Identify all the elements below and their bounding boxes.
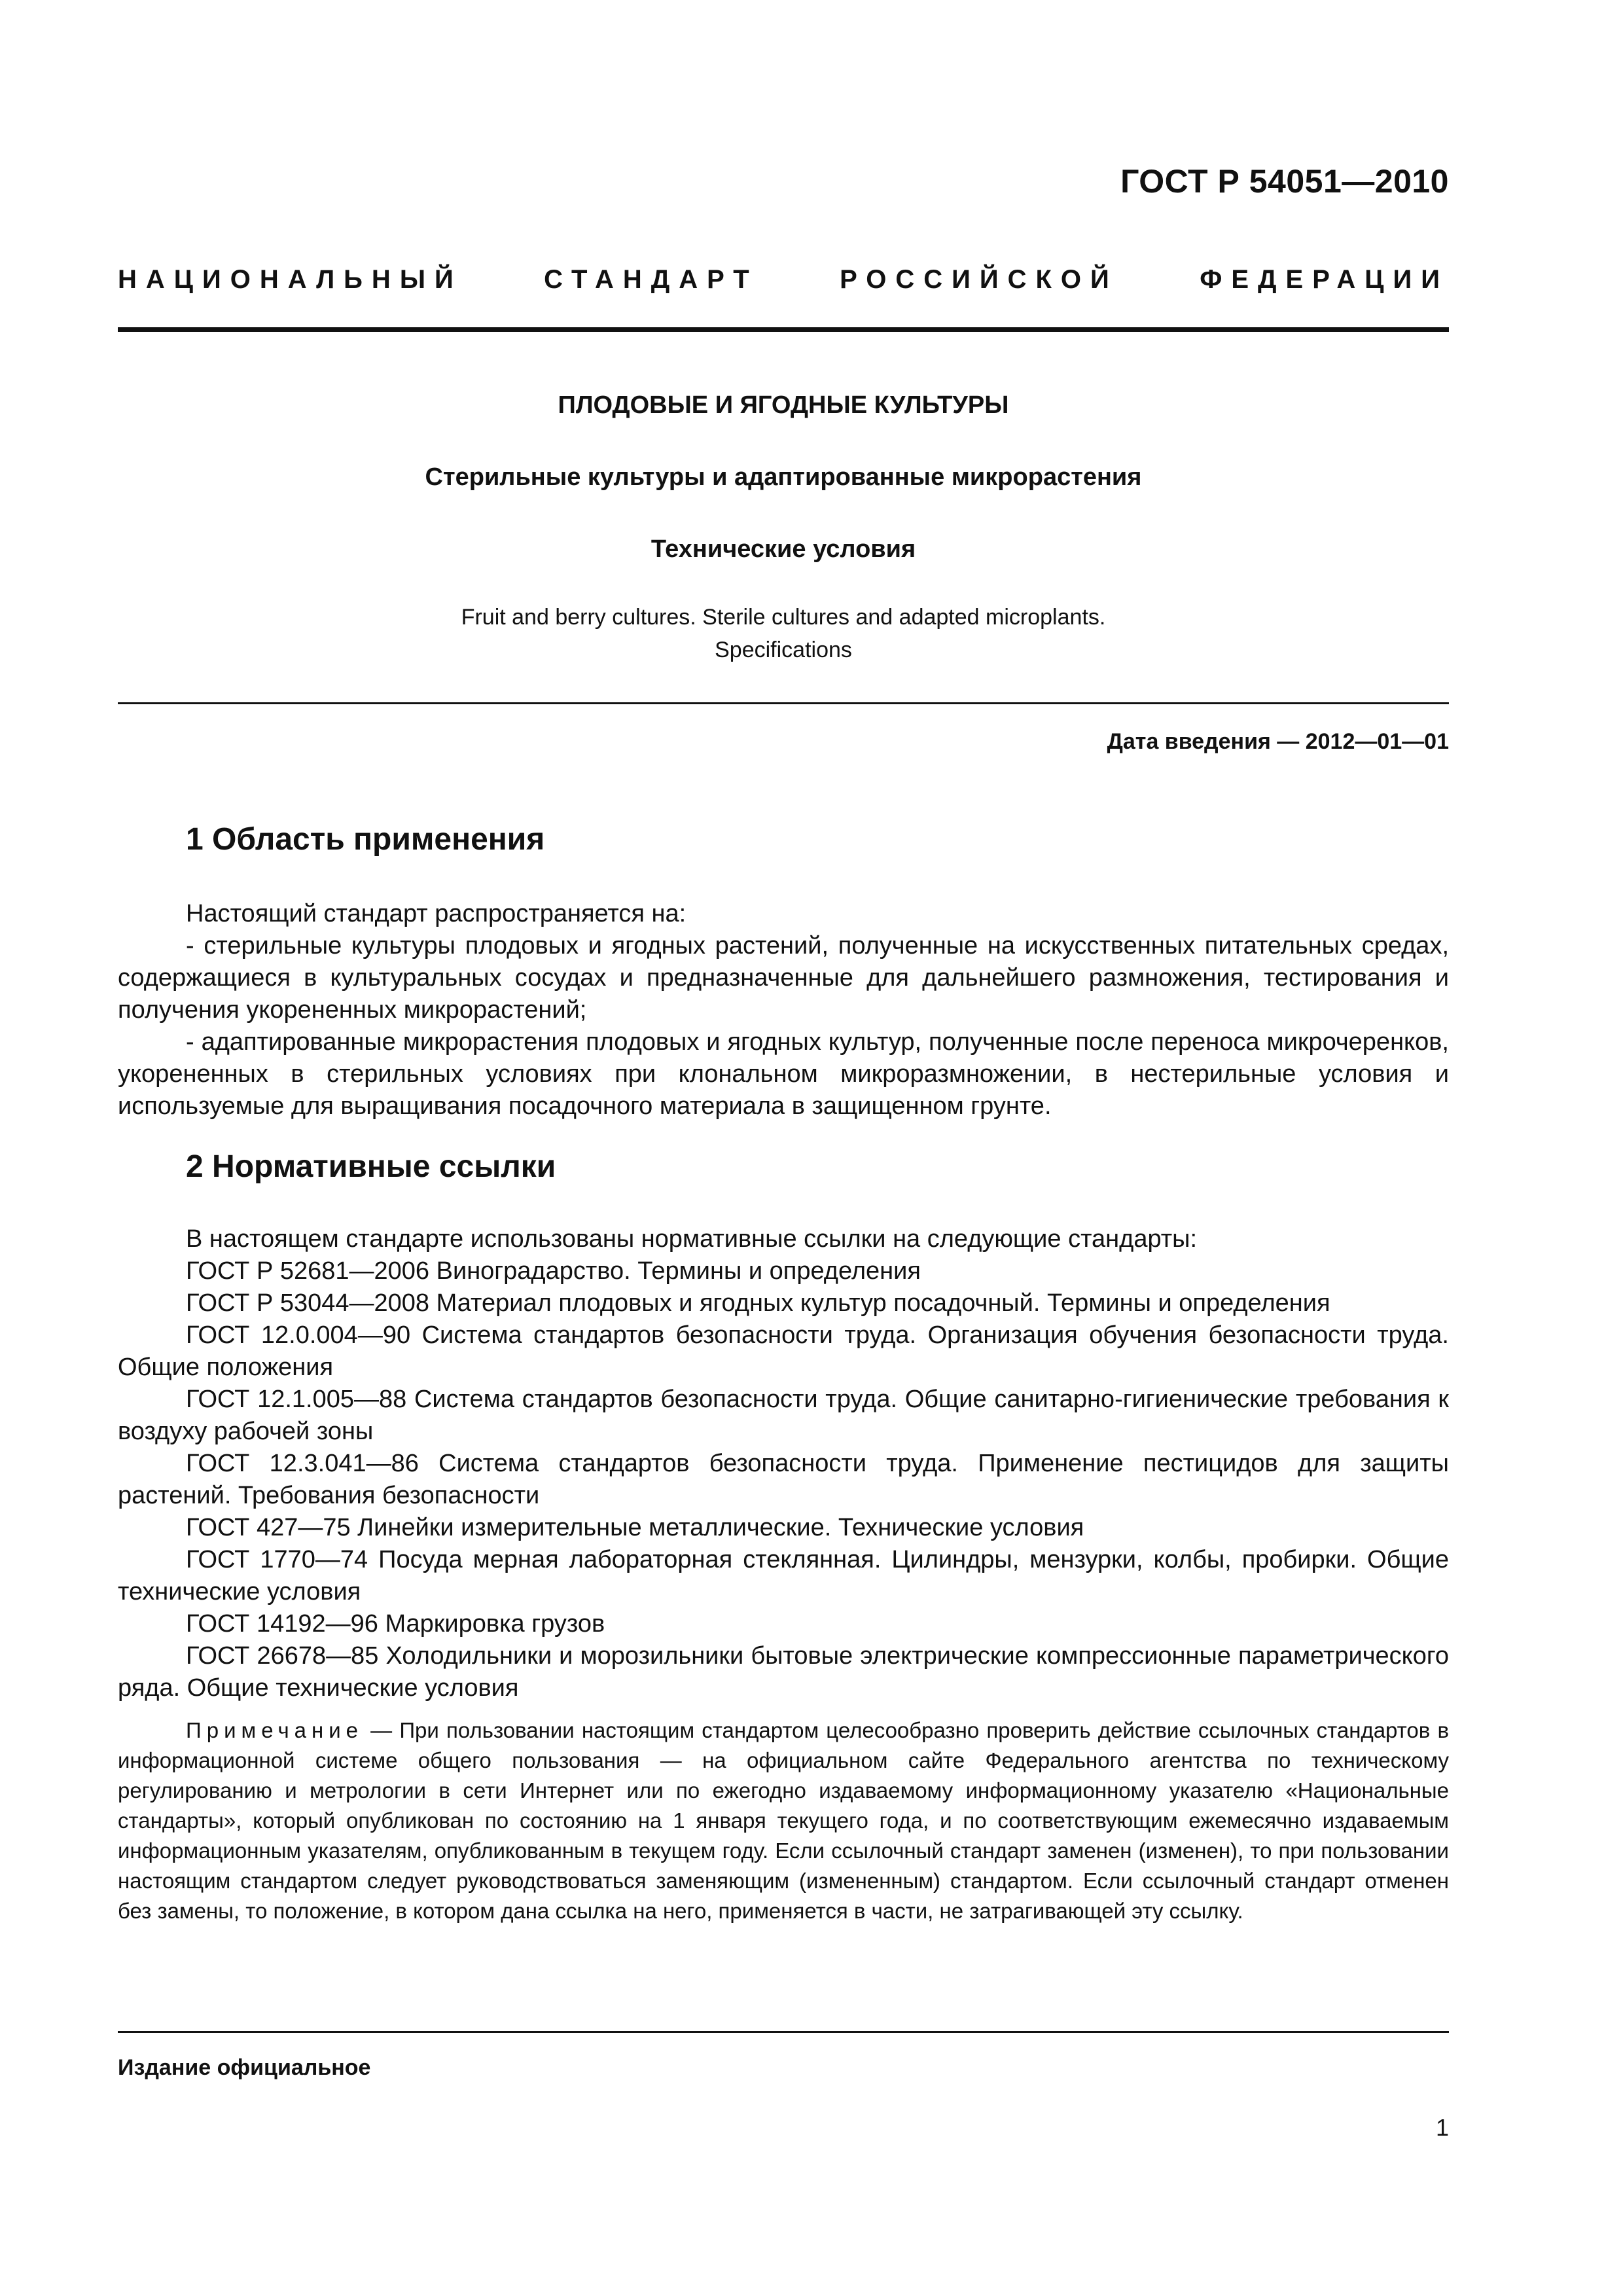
- reference-item: ГОСТ 12.1.005—88 Система стандартов безопасности труда. Общие санитарно-гигиенические требования к воздуху рабочей зоны: [118, 1386, 1449, 1445]
- reference-item: ГОСТ 427—75 Линейки измерительные металлические. Технические условия: [186, 1514, 1084, 1541]
- banner-word: РОССИЙСКОЙ: [840, 265, 1118, 294]
- note-label: Примечание: [186, 1718, 364, 1742]
- national-standard-banner: [118, 265, 1449, 295]
- section-heading-references: 2 Нормативные ссылки: [186, 1149, 556, 1184]
- section-body-scope: [118, 898, 1449, 1122]
- document-subtitle: Стерильные культуры и адаптированные микрорастения: [425, 463, 1142, 491]
- page-number: 1: [1435, 2114, 1449, 2141]
- reference-item: ГОСТ Р 53044—2008 Материал плодовых и ягодных культур посадочный. Термины и определения: [186, 1289, 1330, 1317]
- document-title: ПЛОДОВЫЕ И ЯГОДНЫЕ КУЛЬТУРЫ: [558, 391, 1009, 419]
- english-title-line: Specifications: [715, 637, 852, 662]
- reference-item: ГОСТ 12.3.041—86 Система стандартов безопасности труда. Применение пестицидов для защиты растений. Требования безопасности: [118, 1450, 1449, 1509]
- paragraph: В настоящем стандарте использованы нормативные ссылки на следующие стандарты:: [186, 1225, 1198, 1253]
- banner-word: НАЦИОНАЛЬНЫЙ: [118, 265, 463, 294]
- paragraph: - адаптированные микрорастения плодовых и ягодных культур, полученные после переноса микрочеренков, укорененных в стерильных условиях при клональном микроразмножении, в нестерильные условия и используемые для выращивания посадочного материала в защищенном грунте.: [118, 1028, 1449, 1120]
- banner-word: ФЕДЕРАЦИИ: [1200, 265, 1449, 294]
- paragraph: Настоящий стандарт распространяется на:: [186, 900, 687, 927]
- reference-item: ГОСТ Р 52681—2006 Виноградарство. Термины и определения: [186, 1257, 921, 1285]
- reference-item: ГОСТ 26678—85 Холодильники и морозильники бытовые электрические компрессионные параметрического ряда. Общие технические условия: [118, 1642, 1449, 1702]
- paragraph: - стерильные культуры плодовых и ягодных растений, полученные на искусственных питательных средах, содержащиеся в культуральных сосудах и предназначенные для дальнейшего размножения, тестирования и получения укорененных микрорастений;: [118, 932, 1449, 1024]
- reference-item: ГОСТ 12.0.004—90 Система стандартов безопасности труда. Организация обучения безопасности труда. Общие положения: [118, 1321, 1449, 1381]
- note-text: — При пользовании настоящим стандартом целесообразно проверить действие ссылочных стандартов в информационной системе общего пользования — на официальном сайте Федерального агентства по техническому регулированию и метрологии в сети Интернет или по ежегодно издаваемому информационному указателю «Национальные стандарты», который опубликован по состоянию на 1 января текущего года, и по соответствующим ежемесячно издаваемым информационным указателям, опубликованным в текущем году. Если ссылочный стандарт заменен (изменен), то при пользовании настоящим стандартом следует руководствоваться заменяющим (измененным) стандартом. Если ссылочный стандарт отменен без замены, то положение, в котором дана ссылка на него, применяется в части, не затрагивающей эту ссылку.: [118, 1718, 1449, 1923]
- banner-word: СТАНДАРТ: [544, 265, 758, 294]
- document-page: [118, 0, 1449, 2296]
- header-divider: [118, 327, 1449, 332]
- english-title-line: Fruit and berry cultures. Sterile cultures and adapted microplants.: [461, 605, 1106, 630]
- title-divider: [118, 702, 1449, 704]
- reference-item: ГОСТ 14192—96 Маркировка грузов: [186, 1610, 605, 1638]
- introduction-date: Дата введения — 2012—01—01: [1107, 729, 1449, 754]
- official-edition-label: Издание официальное: [118, 2055, 371, 2080]
- document-type: Технические условия: [651, 535, 916, 563]
- note-block: [118, 1715, 1449, 1926]
- reference-item: ГОСТ 1770—74 Посуда мерная лабораторная стеклянная. Цилиндры, мензурки, колбы, пробирки. Общие технические условия: [118, 1546, 1449, 1605]
- section-heading-scope: 1 Область применения: [186, 822, 545, 857]
- footer-divider: [118, 2031, 1449, 2033]
- section-body-references: [118, 1223, 1449, 1704]
- document-code: ГОСТ Р 54051—2010: [1120, 163, 1449, 200]
- english-title: [118, 601, 1449, 666]
- note-paragraph: [118, 1715, 1449, 1926]
